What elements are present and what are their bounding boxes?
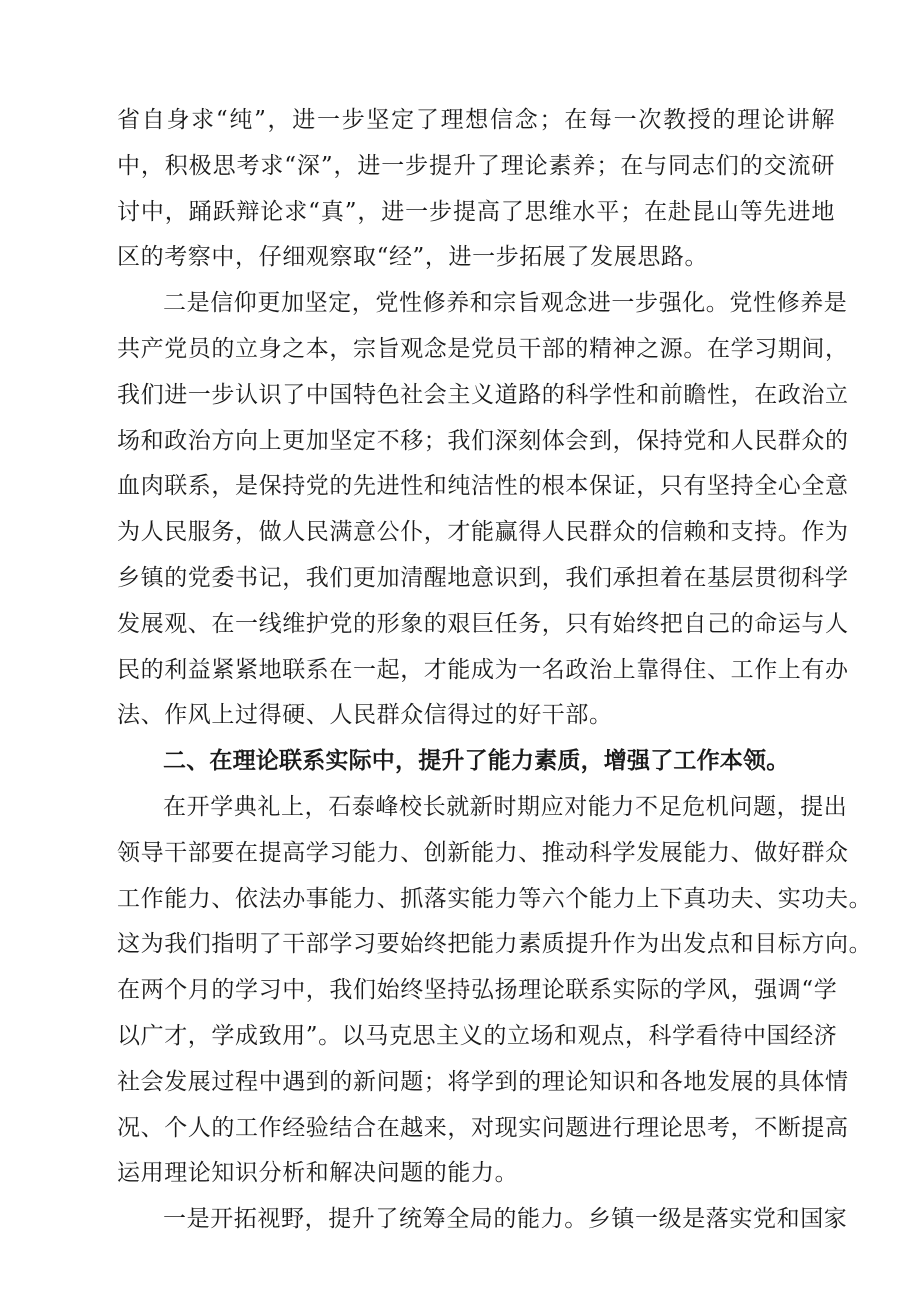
- text-line: 这为我们指明了干部学习要始终把能力素质提升作为出发点和目标方向。: [117, 931, 873, 958]
- text-line: 社会发展过程中遇到的新问题；将学到的理论知识和各地发展的具体情: [117, 1068, 849, 1095]
- text-line: 中，积极思考求“深”，进一步提升了理论素养；在与同志们的交流研: [117, 152, 835, 179]
- text-line: 发展观、在一线维护党的形象的艰巨任务，只有始终把自己的命运与人: [117, 610, 849, 637]
- text-line: 二是信仰更加坚定，党性修养和宗旨观念进一步强化。党性修养是: [163, 290, 848, 317]
- text-line: 法、作风上过得硬、人民群众信得过的好干部。: [117, 702, 613, 729]
- text-line: 场和政治方向上更加坚定不移；我们深刻体会到，保持党和人民群众的: [117, 427, 849, 454]
- text-line: 区的考察中，仔细观察取“经”，进一步拓展了发展思路。: [117, 244, 709, 271]
- text-line: 在两个月的学习中，我们始终坚持弘扬理论联系实际的学风，强调“学: [117, 977, 838, 1004]
- text-line: 在开学典礼上，石泰峰校长就新时期应对能力不足危机问题，提出: [163, 793, 848, 820]
- paragraph-3: [117, 785, 873, 1197]
- text-line: 运用理论知识分析和解决问题的能力。: [117, 1160, 519, 1187]
- text-line: 以广才，学成致用”。以马克思主义的立场和观点，科学看待中国经济: [117, 1022, 838, 1049]
- text-line: 血肉联系，是保持党的先进性和纯洁性的根本保证，只有坚持全心全意: [117, 473, 849, 500]
- text-line: 我们进一步认识了中国特色社会主义道路的科学性和前瞻性，在政治立: [117, 381, 849, 408]
- section-heading: [117, 739, 835, 785]
- text-line: 为人民服务，做人民满意公仆，才能赢得人民群众的信赖和支持。作为: [117, 519, 849, 546]
- section-heading-text: 二、在理论联系实际中，提升了能力素质，增强了工作本领。: [163, 748, 790, 775]
- text-line: 工作能力、依法办事能力、抓落实能力等六个能力上下真功夫、实功夫。: [117, 885, 873, 912]
- text-line: 省自身求“纯”，进一步坚定了理想信念；在每一次教授的理论讲解: [117, 107, 835, 133]
- paragraph-2: [117, 281, 849, 739]
- text-line: 民的利益紧紧地联系在一起，才能成为一名政治上靠得住、工作上有办: [117, 656, 849, 683]
- text-line: 讨中，踊跃辩论求“真”，进一步提高了思维水平；在赴昆山等先进地: [117, 198, 835, 225]
- document-page: [117, 98, 873, 1243]
- text-line: 共产党员的立身之本，宗旨观念是党员干部的精神之源。在学习期间，: [117, 335, 849, 362]
- paragraph-4: [117, 1197, 848, 1243]
- text-line: 领导干部要在提高学习能力、创新能力、推动科学发展能力、做好群众: [117, 839, 849, 866]
- text-line: 乡镇的党委书记，我们更加清醒地意识到，我们承担着在基层贯彻科学: [117, 564, 849, 591]
- paragraph-1: [117, 98, 835, 281]
- text-line: 一是开拓视野，提升了统筹全局的能力。乡镇一级是落实党和国家: [163, 1206, 848, 1233]
- text-line: 况、个人的工作经验结合在越来，对现实问题进行理论思考，不断提高: [117, 1114, 849, 1141]
